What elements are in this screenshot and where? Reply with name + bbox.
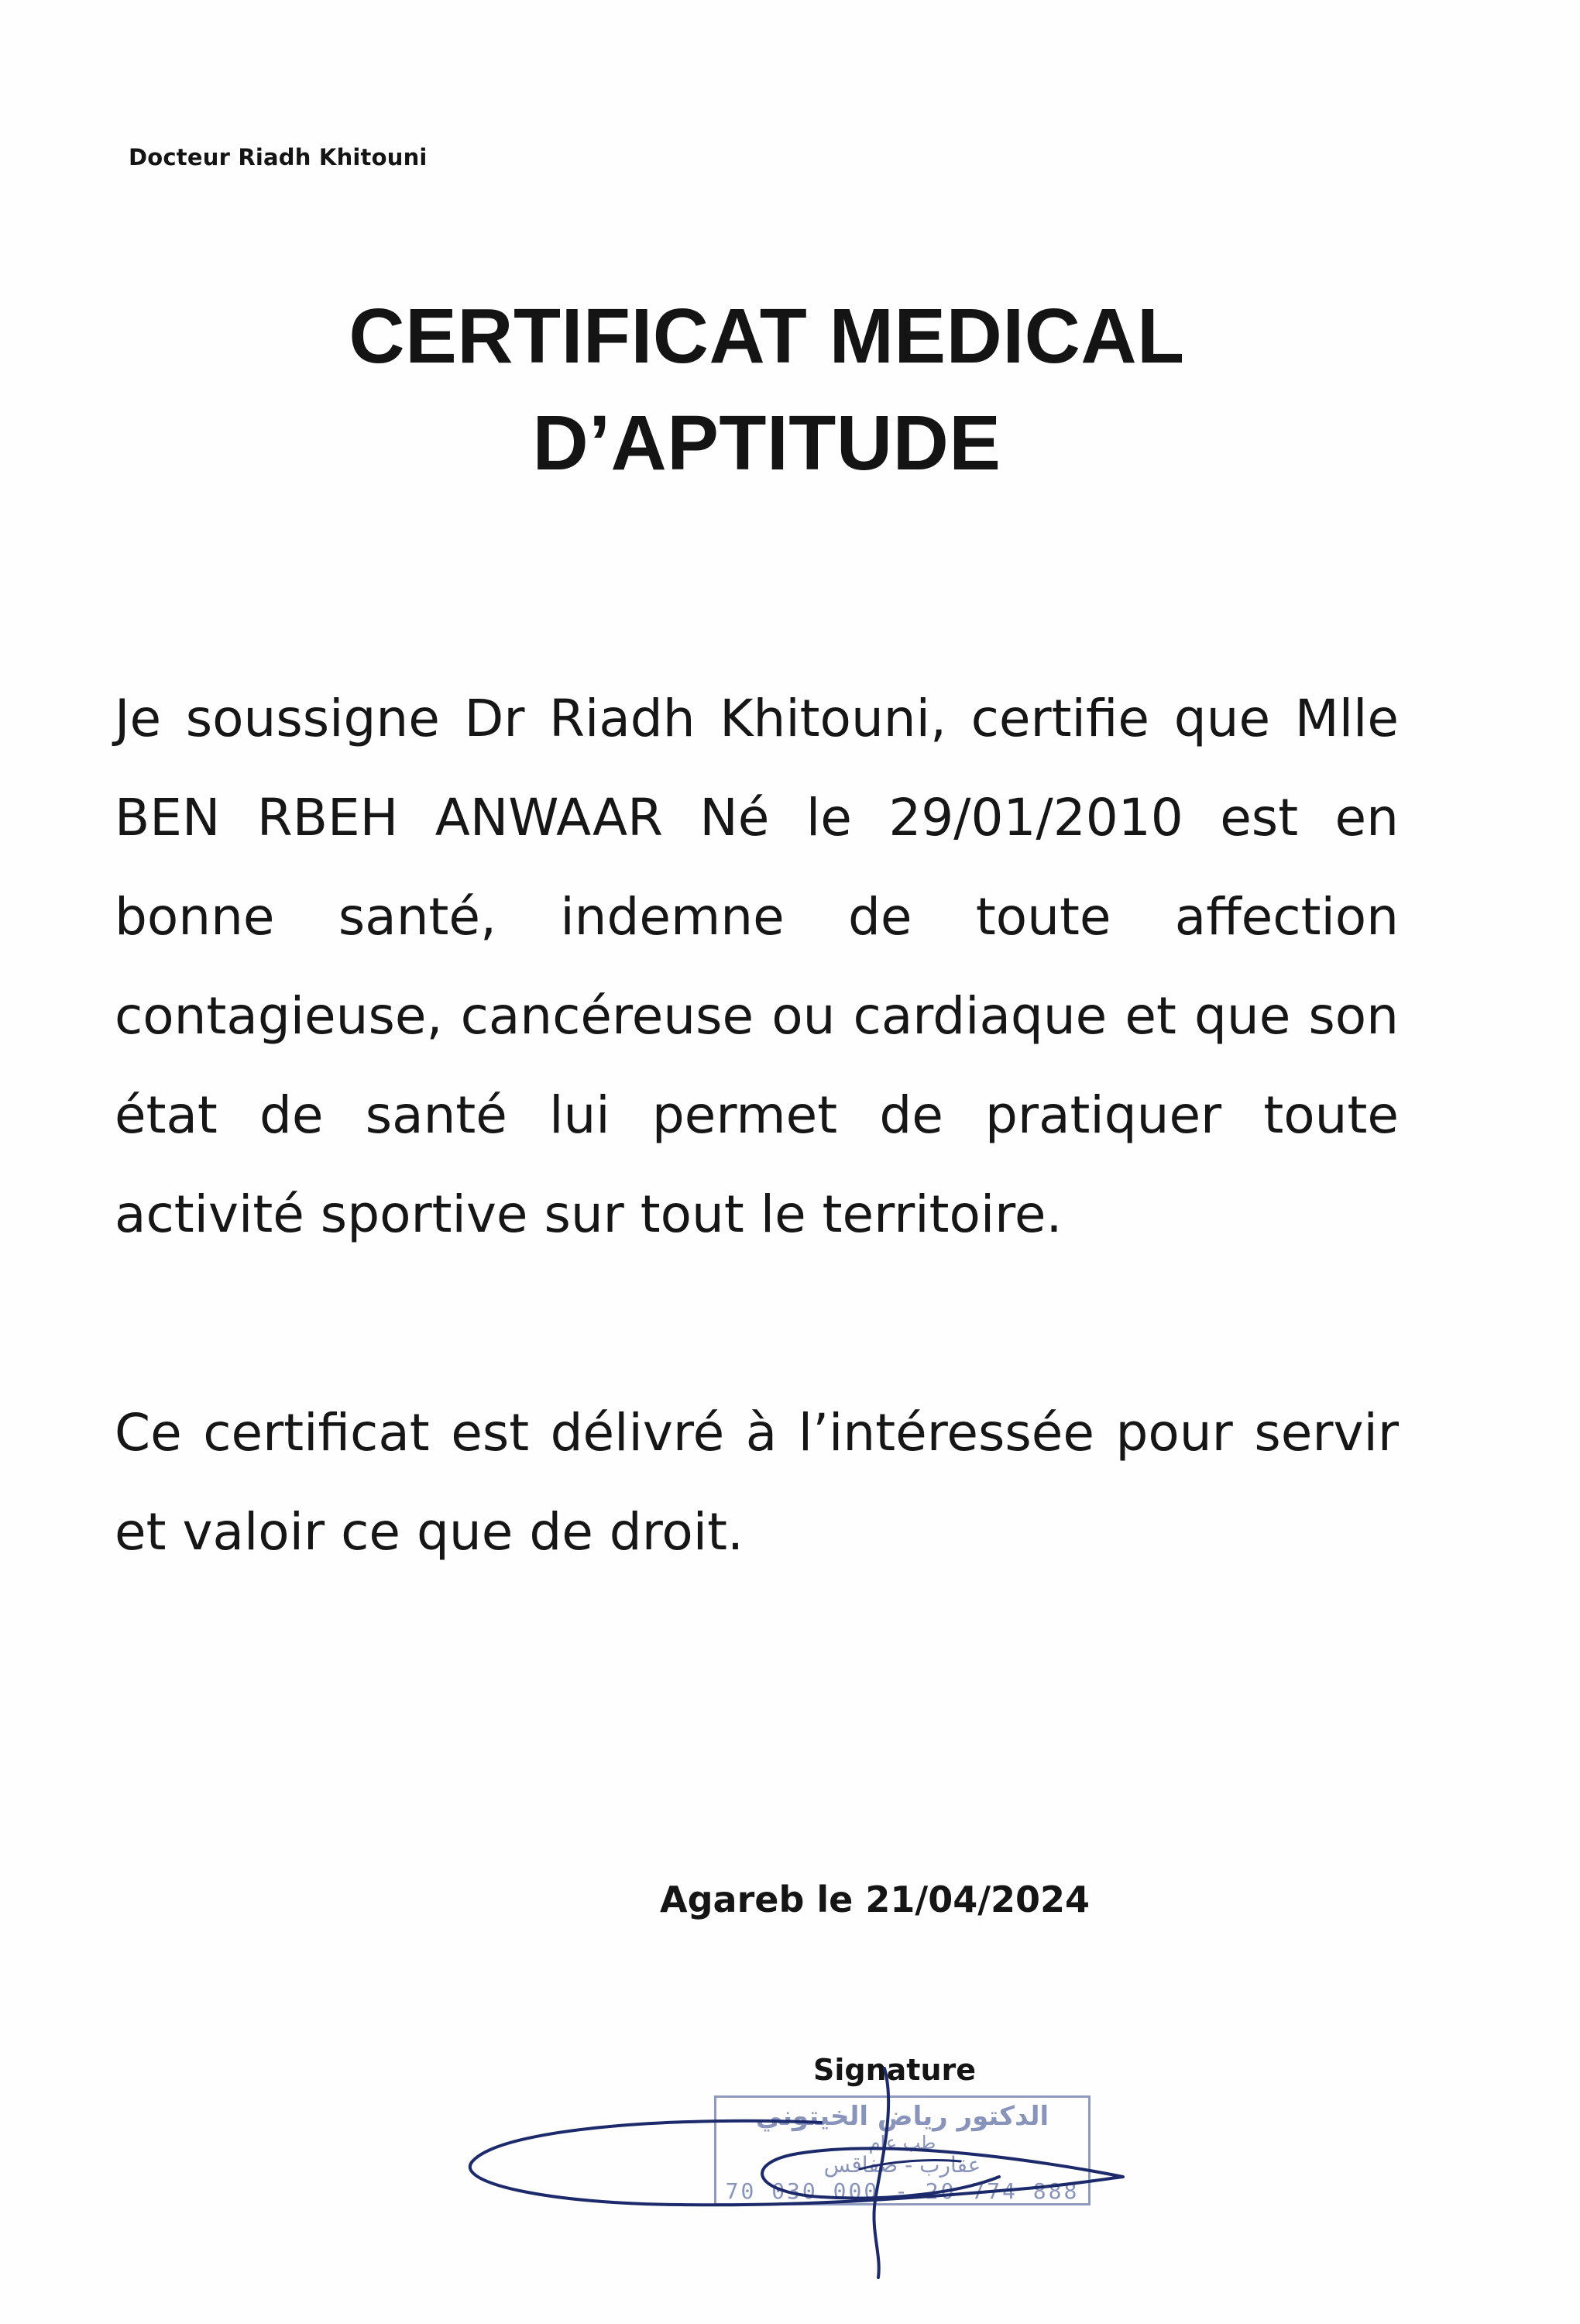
document-title	[0, 283, 1534, 497]
signature-stroke-vertical	[874, 2068, 888, 2278]
signature-stroke-tick	[860, 2160, 960, 2169]
place-date: Agareb le 21/04/2024	[660, 1879, 1091, 1920]
title-line-2: D’APTITUDE	[532, 400, 1001, 486]
stamp-doctor-name: الدكتور رياض الخيتوني	[755, 2101, 1049, 2132]
handwritten-signature	[457, 2045, 1154, 2293]
stamp-location: عقارب - صفاقس	[823, 2152, 981, 2178]
delivery-paragraph: Ce certificat est délivré à l’intéressée pour servir et valoir ce que de droit.	[115, 1403, 1399, 1562]
stamp-phone: 70 030 000 - 20 774 888	[725, 2178, 1080, 2204]
signature-stroke-loop	[470, 2121, 1123, 2205]
title-line-1: CERTIFICAT MEDICAL	[349, 293, 1185, 380]
stamp-specialty: طب عام	[868, 2132, 936, 2154]
signature-label: Signature	[813, 2053, 977, 2087]
doctor-header: Docteur Riadh Khitouni	[129, 144, 428, 170]
certification-paragraph: Je soussigne Dr Riadh Khitouni, certifie que Mlle BEN RBEH ANWAAR Né le 29/01/2010 est en bonne santé, indemne de toute affection contagieuse, cancéreuse ou cardiaque et que son état de santé lui permet de pratiquer toute activité sportive sur tout le territoire.	[115, 689, 1399, 1244]
